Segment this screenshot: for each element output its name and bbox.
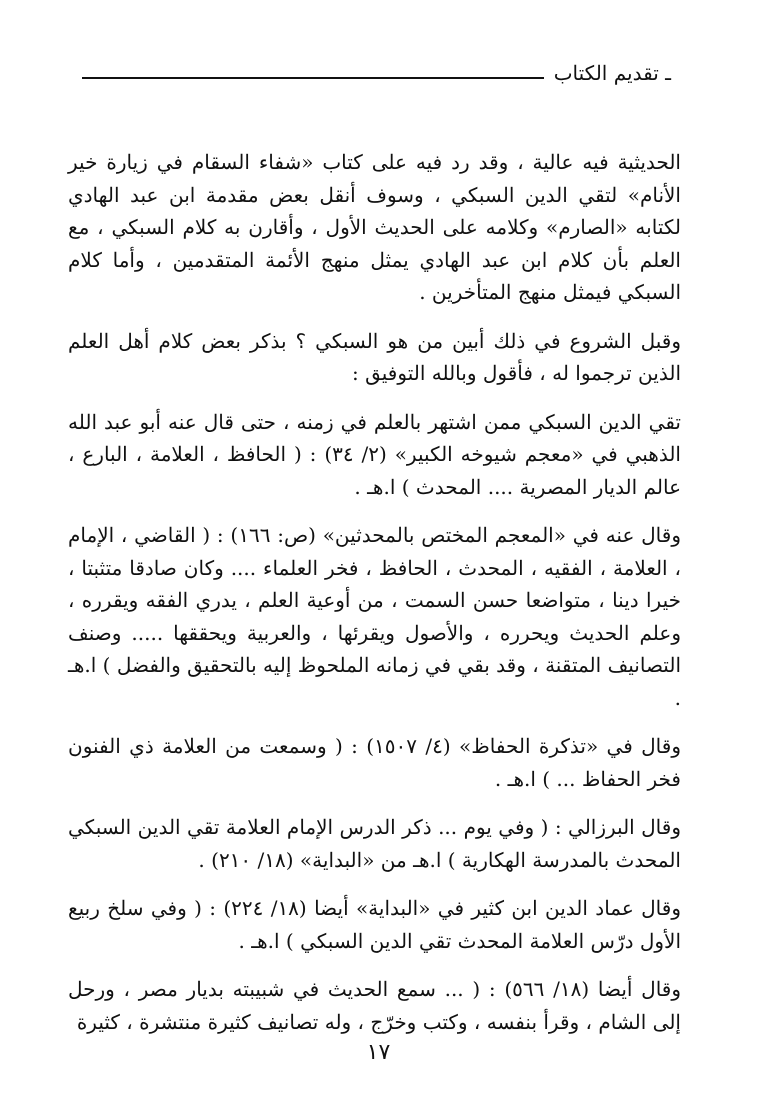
running-header (82, 58, 671, 88)
paragraph: وقال أيضا (١٨/ ٥٦٦) : ( ... سمع الحديث في شبيبته بديار مصر ، ورحل إلى الشام ، وقرأ بنفسه ، وكتب وخرّج ، وله تصانيف كثيرة منتشرة ، كثيرة (68, 977, 682, 1034)
paragraph: وقال عماد الدين ابن كثير في «البداية» أيضا (١٨/ ٢٢٤) : ( وفي سلخ ربيع الأول درّس العلامة المحدث تقي الدين السبكي ) ا.هـ . (68, 896, 681, 953)
paragraph: الحديثية فيه عالية ، وقد رد فيه على كتاب «شفاء السقام في زيارة خير الأنام» لتقي الدين السبكي ، وسوف أنقل بعض مقدمة ابن عبد الهادي لكتابه «الصارم» وكلامه على الحديث الأول ، وأقارن به كلام السبكي ، مع العلم بأن كلام ابن عبد الهادي يمثل منهج الأئمة المتقدمين ، وأما كلام السبكي فيمثل منهج المتأخرين . (68, 150, 681, 304)
paragraph: وقبل الشروع في ذلك أبين من هو السبكي ؟ بذكر بعض كلام أهل العلم الذين ترجموا له ، فأقول وبالله التوفيق : (68, 328, 681, 385)
paragraph: وقال في «تذكرة الحفاظ» (٤/ ١٥٠٧) : ( وسمعت من العلامة ذي الفنون فخر الحفاظ ... ) ا.هـ . (68, 734, 681, 791)
body-text (68, 146, 681, 1054)
paragraph: تقي الدين السبكي ممن اشتهر بالعلم في زمنه ، حتى قال عنه أبو عبد الله الذهبي في «معجم شيوخه الكبير» (٢/ ٣٤) : ( الحافظ ، العلامة ، البارع ، عالم الديار المصرية .... المحدث ) ا.هـ . (68, 409, 681, 499)
paragraph: وقال عنه في «المعجم المختص بالمحدثين» (ص: ١٦٦) : ( القاضي ، الإمام ، العلامة ، الفقيه ، المحدث ، الحافظ ، فخر العلماء .... وكان صادقا متثبتا ، خيرا دينا ، متواضعا حسن السمت ، من أوعية العلم ، يدري الفقه ويقرره ، وعلم الحديث ويحرره ، والأصول ويقرئها ، والعربية ويحققها ..... وصنف التصانيف المتقنة ، وقد بقي في زمانه الملحوظ إليه بالتحقيق والفضل ) ا.هـ . (68, 523, 681, 710)
page-number: ١٧ (366, 1040, 391, 1065)
header-rule (82, 77, 544, 79)
running-header-title: ـ تقديم الكتاب (553, 61, 671, 85)
paragraph: وقال البرزالي : ( وفي يوم ... ذكر الدرس الإمام العلامة تقي الدين السبكي المحدث بالمدرسة الهكارية ) ا.هـ من «البداية» (١٨/ ٢١٠) . (68, 815, 681, 872)
